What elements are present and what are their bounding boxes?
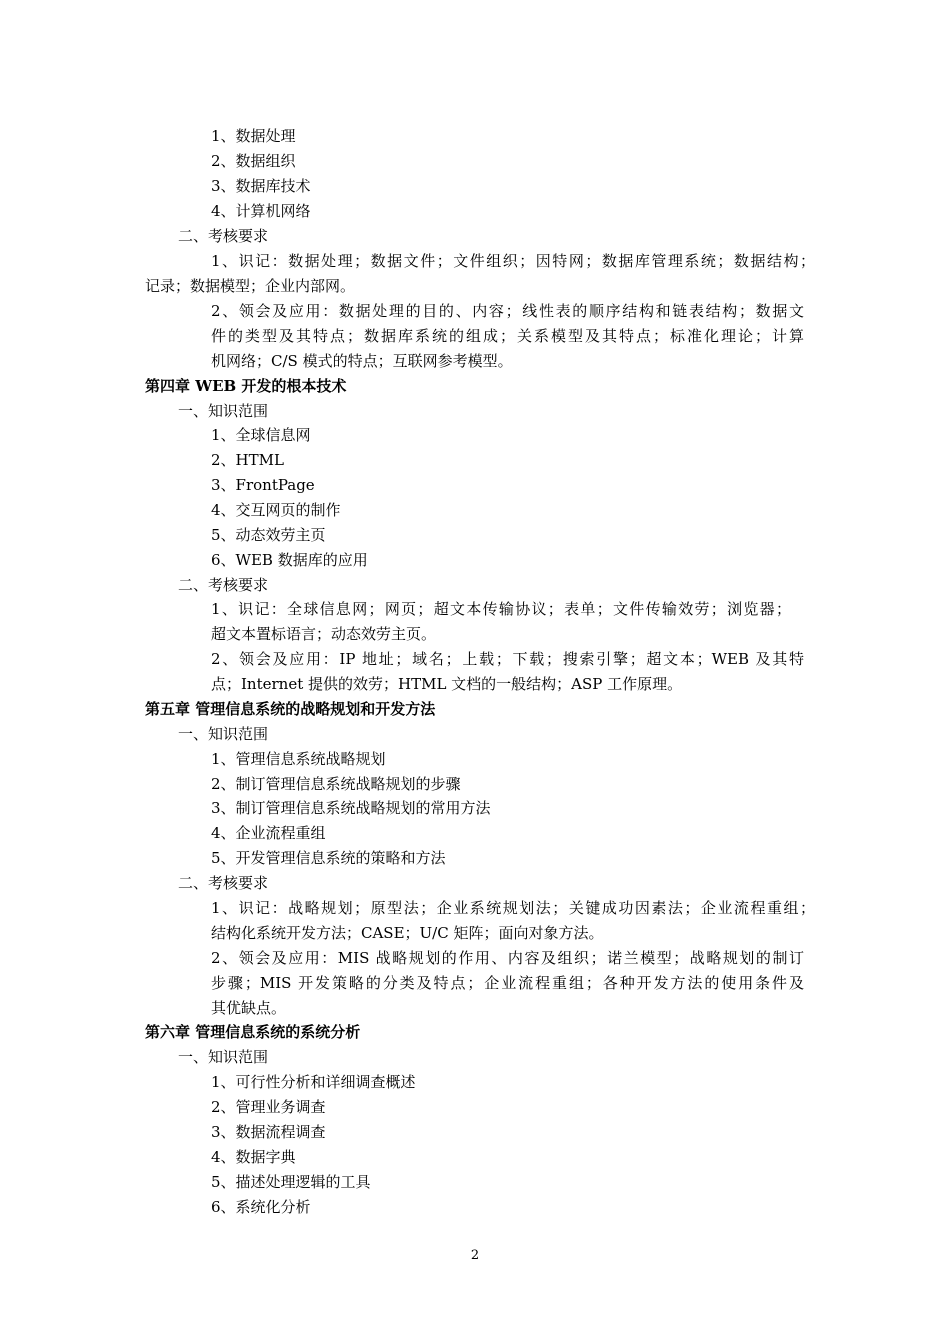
ch5-req1-line1: 1、识记：战略规划；原型法；企业系统规划法；关键成功因素法；企业流程重组； — [211, 899, 815, 917]
ch4-scope-item: 1、全球信息网 — [211, 426, 311, 444]
ch4-req2-line1: 2、领会及应用：IP 地址；域名；上载；下载；搜索引擎；超文本；WEB 及其特 — [211, 650, 804, 668]
ch6-title: 第六章 管理信息系统的系统分析 — [145, 1023, 361, 1041]
ch5-req2-line3: 其优缺点。 — [211, 999, 287, 1017]
ch4-title: 第四章 WEB 开发的根本技术 — [145, 377, 347, 395]
ch4-scope-item: 5、动态效劳主页 — [211, 526, 326, 544]
ch5-req2-line2: 步骤；MIS 开发策略的分类及特点；企业流程重组；各种开发方法的使用条件及 — [211, 974, 804, 992]
ch3-req1-line1: 1、识记：数据处理；数据文件；文件组织；因特网；数据库管理系统；数据结构； — [211, 252, 815, 270]
ch4-scope-item: 4、交互网页的制作 — [211, 501, 341, 519]
ch3-req-title: 二、考核要求 — [178, 227, 269, 245]
ch6-scope-item: 3、数据流程调查 — [211, 1123, 326, 1141]
ch4-scope-item: 3、FrontPage — [211, 476, 315, 494]
ch4-scope-item: 6、WEB 数据库的应用 — [211, 551, 368, 569]
ch5-scope-item: 2、制订管理信息系统战略规划的步骤 — [211, 775, 461, 793]
ch4-scope-item: 2、HTML — [211, 451, 284, 469]
ch4-req-title: 二、考核要求 — [178, 576, 269, 594]
ch3-req2-line3: 机网络；C/S 模式的特点；互联网参考模型。 — [211, 352, 513, 370]
ch6-scope-title: 一、知识范围 — [178, 1048, 269, 1066]
ch5-scope-item: 4、企业流程重组 — [211, 824, 326, 842]
page-number: 2 — [470, 1248, 480, 1263]
ch4-scope-title: 一、知识范围 — [178, 402, 269, 420]
ch6-scope-item: 5、描述处理逻辑的工具 — [211, 1173, 371, 1191]
ch5-req2-line1: 2、领会及应用：MIS 战略规划的作用、内容及组织；诺兰模型；战略规划的制订 — [211, 949, 804, 967]
ch5-req-title: 二、考核要求 — [178, 874, 269, 892]
ch3-req1-line2: 记录；数据模型；企业内部网。 — [145, 277, 356, 295]
ch6-scope-item: 4、数据字典 — [211, 1148, 296, 1166]
ch6-scope-item: 2、管理业务调查 — [211, 1098, 326, 1116]
ch3-scope-item: 3、数据库技术 — [211, 177, 311, 195]
ch6-scope-item: 6、系统化分析 — [211, 1198, 311, 1216]
ch4-req1-line1: 1、识记：全球信息网；网页；超文本传输协议；表单；文件传输效劳；浏览器； — [211, 600, 791, 618]
ch3-req2-line2: 件的类型及其特点；数据库系统的组成；关系模型及其特点；标准化理论；计算 — [211, 327, 804, 345]
ch3-scope-item: 1、数据处理 — [211, 127, 296, 145]
ch3-req2-line1: 2、领会及应用：数据处理的目的、内容；线性表的顺序结构和链表结构；数据文 — [211, 302, 804, 320]
ch5-scope-item: 1、管理信息系统战略规划 — [211, 750, 386, 768]
ch5-scope-item: 3、制订管理信息系统战略规划的常用方法 — [211, 799, 491, 817]
ch5-scope-title: 一、知识范围 — [178, 725, 269, 743]
ch6-scope-item: 1、可行性分析和详细调查概述 — [211, 1073, 416, 1091]
ch5-scope-item: 5、开发管理信息系统的策略和方法 — [211, 849, 446, 867]
ch5-req1-line2: 结构化系统开发方法；CASE；U/C 矩阵；面向对象方法。 — [211, 924, 604, 942]
ch5-title: 第五章 管理信息系统的战略规划和开发方法 — [145, 700, 436, 718]
ch4-req2-line2: 点；Internet 提供的效劳；HTML 文档的一般结构；ASP 工作原理。 — [211, 675, 683, 693]
ch3-scope-item: 2、数据组织 — [211, 152, 296, 170]
ch4-req1-line2: 超文本置标语言；动态效劳主页。 — [211, 625, 437, 643]
ch3-scope-item: 4、计算机网络 — [211, 202, 311, 220]
